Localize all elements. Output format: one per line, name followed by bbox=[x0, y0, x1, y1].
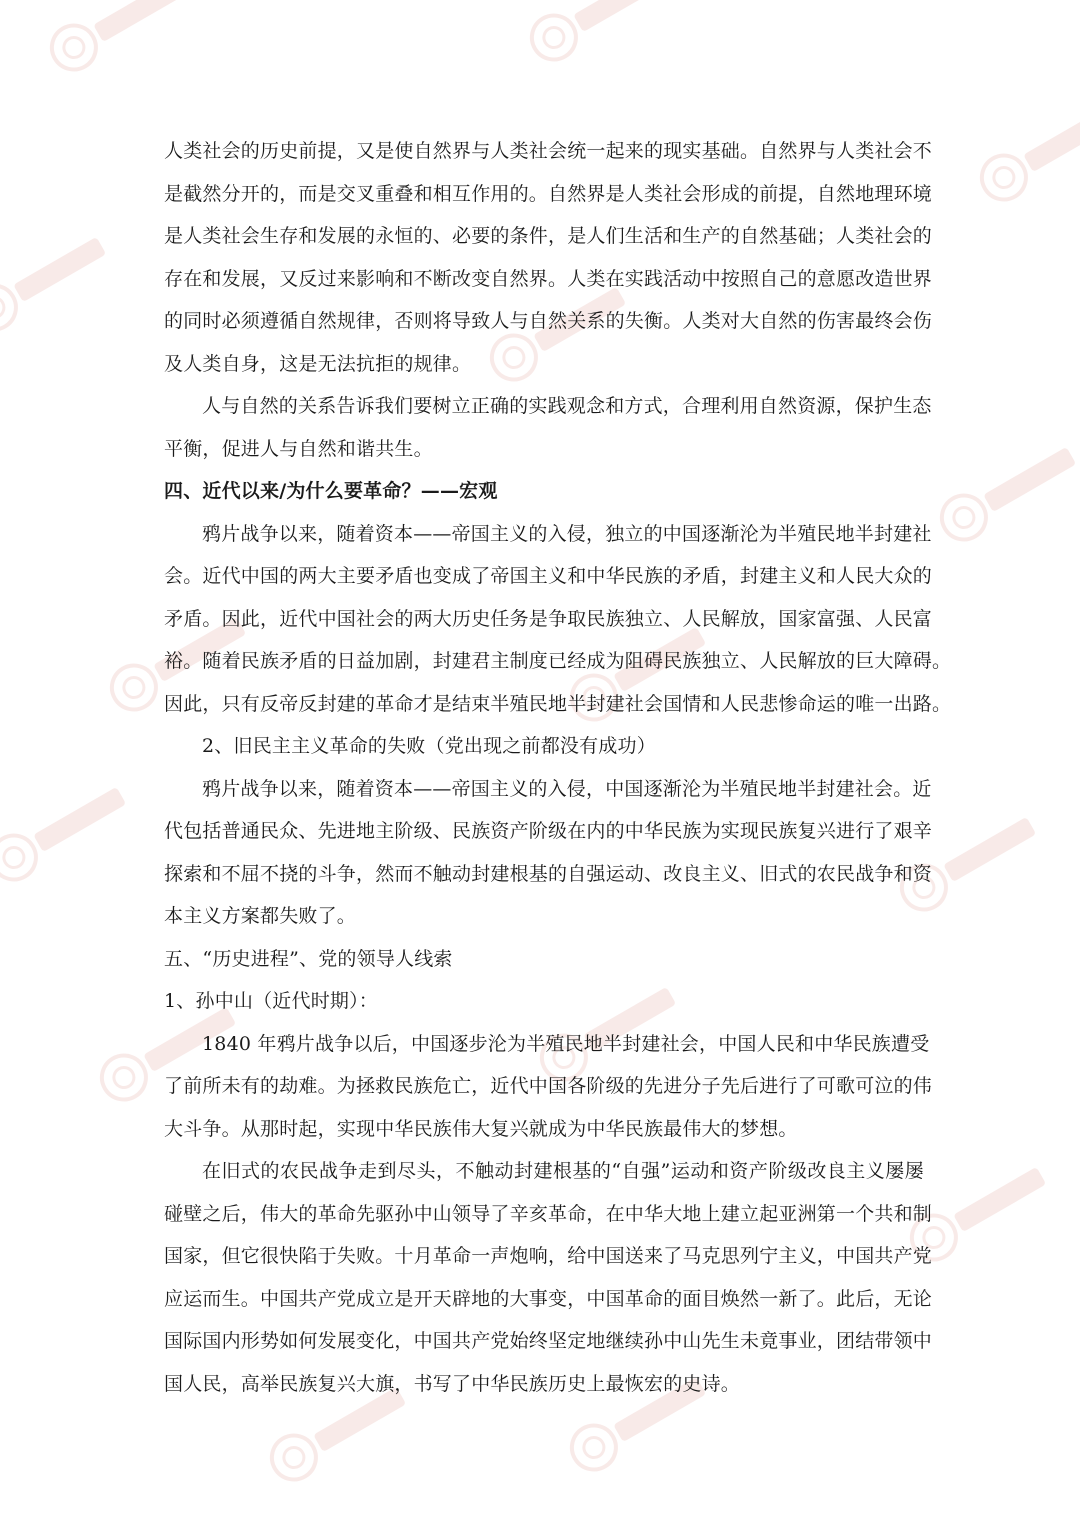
subheading-sun-yat-sen bbox=[164, 980, 924, 1023]
text-line: 鸦片战争以来，随着资本——帝国主义的入侵，独立的中国逐渐沦为半殖民地半封建社 bbox=[202, 522, 932, 545]
paragraph-harmony bbox=[164, 385, 932, 470]
section-heading-4 bbox=[164, 470, 924, 513]
document-body bbox=[164, 130, 952, 1405]
text-line: 因此，只有反帝反封建的革命才是结束半殖民地半封建社会国情和人民悲惨命运的唯一出路。 bbox=[164, 692, 952, 715]
paragraph-1840 bbox=[164, 1023, 933, 1151]
paragraph-xinhai-revolution bbox=[164, 1150, 933, 1405]
text-line: 本主义方案都失败了。 bbox=[164, 905, 357, 927]
text-line: 人类社会的历史前提，又是使自然界与人类社会统一起来的现实基础。自然界与人类社会不 bbox=[164, 140, 933, 162]
text-line: 国际国内形势如何发展变化，中国共产党始终坚定地继续孙中山先生未竟事业，团结带领中 bbox=[164, 1330, 933, 1352]
section-heading-5 bbox=[164, 938, 924, 981]
text-line: 碰壁之后，伟大的革命先驱孙中山领导了辛亥革命，在中华大地上建立起亚洲第一个共和制 bbox=[164, 1202, 933, 1225]
text-line: 是截然分开的，而是交叉重叠和相互作用的。自然界是人类社会形成的前提，自然地理环境 bbox=[164, 182, 933, 205]
text-line: 应运而生。中国共产党成立是开天辟地的大事变，中国革命的面目焕然一新了。此后，无论 bbox=[164, 1287, 933, 1310]
watermark-logo-icon bbox=[927, 421, 1080, 554]
text-line: 在旧式的农民战争走到尽头，不触动封建根基的“自强”运动和资产阶级改良主义屡屡 bbox=[202, 1160, 924, 1182]
text-line: 及人类自身，这是无法抗拒的规律。 bbox=[164, 352, 472, 375]
watermark-logo-icon bbox=[517, 0, 692, 75]
text-line: 裕。随着民族矛盾的日益加剧，封建君主制度已经成为阻碍民族独立、人民解放的巨大障碍。 bbox=[164, 650, 952, 672]
watermark-logo-icon bbox=[0, 761, 153, 894]
heading-text: 四、近代以来/为什么要革命？——宏观 bbox=[164, 480, 498, 502]
text-line: 国人民，高举民族复兴大旗，书写了中华民族历史上最恢宏的史诗。 bbox=[164, 1372, 741, 1395]
text-line: 鸦片战争以来，随着资本——帝国主义的入侵，中国逐渐沦为半殖民地半封建社会。近 bbox=[202, 777, 932, 800]
text-line: 了前所未有的劫难。为拯救民族危亡，近代中国各阶级的先进分子先后进行了可歌可泣的伟 bbox=[164, 1075, 933, 1097]
text-line: 的同时必须遵循自然规律，否则将导致人与自然关系的失衡。人类对大自然的伤害最终会伤 bbox=[164, 310, 933, 332]
text-line: 大斗争。从那时起，实现中华民族伟大复兴就成为中华民族最伟大的梦想。 bbox=[164, 1117, 798, 1140]
text-line: 代包括普通民众、先进地主阶级、民族资产阶级在内的中华民族为实现民族复兴进行了艰辛 bbox=[164, 820, 933, 842]
text-line: 是人类社会生存和发展的永恒的、必要的条件，是人们生活和生产的自然基础；人类社会的 bbox=[164, 225, 933, 247]
paragraph-nature-society bbox=[164, 130, 933, 385]
subheading-text: 1、孙中山（近代时期）： bbox=[164, 990, 378, 1012]
text-line: 平衡，促进人与自然和谐共生。 bbox=[164, 437, 433, 460]
watermark-logo-icon bbox=[37, 0, 212, 85]
subheading-text: 2、旧民主主义革命的失败（党出现之前都没有成功） bbox=[202, 735, 656, 757]
paragraph-failures bbox=[164, 768, 933, 938]
subheading-old-democratic-revolution bbox=[164, 725, 924, 768]
paragraph-modern-china bbox=[164, 513, 952, 726]
text-line: 会。近代中国的两大主要矛盾也变成了帝国主义和中华民族的矛盾，封建主义和人民大众的 bbox=[164, 565, 933, 587]
text-line: 探索和不屈不挠的斗争，然而不触动封建根基的自强运动、改良主义、旧式的农民战争和资 bbox=[164, 862, 933, 885]
heading-text: 五、“历史进程”、党的领导人线索 bbox=[164, 947, 453, 970]
watermark-logo-icon bbox=[967, 81, 1080, 214]
text-line: 国家，但它很快陷于失败。十月革命一声炮响，给中国送来了马克思列宁主义，中国共产党 bbox=[164, 1245, 933, 1267]
text-line: 1840 年鸦片战争以后，中国逐步沦为半殖民地半封建社会，中国人民和中华民族遭受 bbox=[202, 1032, 930, 1055]
text-line: 矛盾。因此，近代中国社会的两大历史任务是争取民族独立、人民解放，国家富强、人民富 bbox=[164, 607, 933, 630]
text-line: 人与自然的关系告诉我们要树立正确的实践观念和方式，合理利用自然资源，保护生态 bbox=[202, 395, 932, 417]
text-line: 存在和发展，又反过来影响和不断改变自然界。人类在实践活动中按照自己的意愿改造世界 bbox=[164, 267, 933, 290]
watermark-logo-icon bbox=[0, 211, 133, 344]
